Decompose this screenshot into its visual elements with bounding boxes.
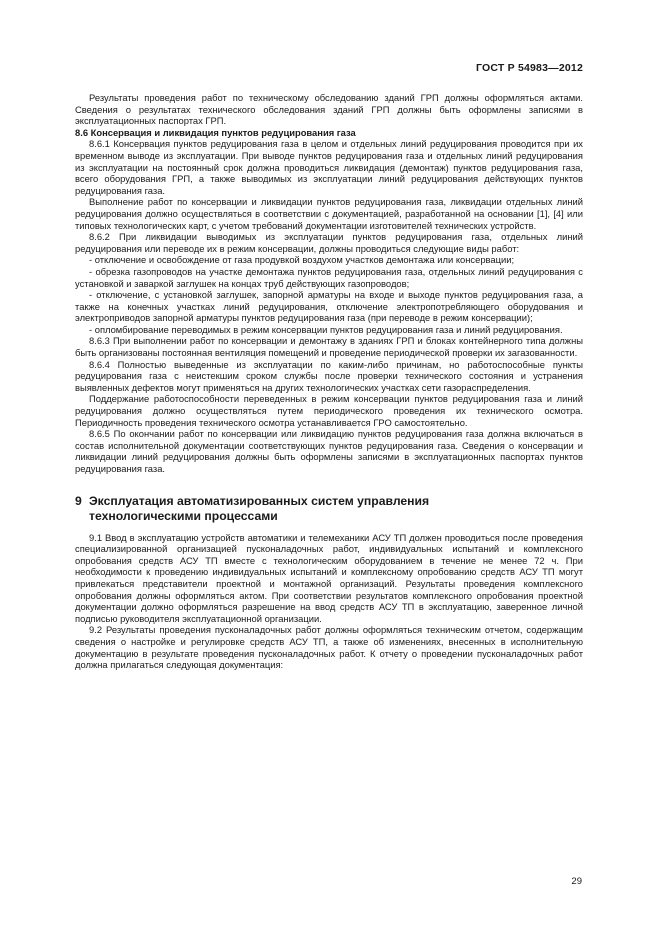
list-item-8-6-2-a: - отключение и освобождение от газа продувкой воздухом участков демонтажа или консервации; (89, 254, 515, 266)
list-item-8-6-2-d: - опломбирование переводимых в режим консервации пунктов редуцирования газа и линий редуцирования. (89, 323, 563, 335)
paragraph-8-6-4: 8.6.4 Полностью выведенные из эксплуатации по каким-либо причинам, но работоспособные пункты редуцирования газа с неистекшим сроком службы после проверки технического состояния и устранения выявленных дефектов могут применяться на других технологических участках сети газораспределения. (75, 358, 583, 393)
section-9-heading-line1: Эксплуатация автоматизированных систем управления (89, 493, 430, 508)
intro-paragraph: Результаты проведения работ по техническому обследованию зданий ГРП должны оформляться актами. Сведения о результатах технического обследования зданий ГРП должны быть оформлены записями в эксплуатационных паспортах ГРП. (75, 92, 583, 127)
paragraph-8-6-4-b: Поддержание работоспособности переведенных в режим консервации пунктов редуцирования газа и линий редуцирования должно осуществляться путем периодического проведения их технического осмотра. Периодичность проведения технического осмотра устанавливается ГРО самостоятельно. (75, 393, 583, 428)
document-body (75, 92, 583, 671)
document-id-header: ГОСТ Р 54983—2012 (475, 62, 583, 74)
list-item-8-6-2-b: - обрезка газопроводов на участке демонтажа пунктов редуцирования газа, отдельных линий редуцирования с установкой и заваркой заглушек на концах труб действующих газопроводов; (75, 265, 583, 289)
paragraph-8-6-1-b: Выполнение работ по консервации и ликвидации пунктов редуцирования газа, ликвидации отдельных линий редуцирования должно осуществляться в соответствии с документацией, разработанной на основании [1], [4] или типовых технологических карт, с учетом требований документации изготовителей технических устройств. (75, 196, 583, 231)
section-9-heading (75, 494, 583, 524)
paragraph-8-6-2: 8.6.2 При ликвидации выводимых из эксплуатации пунктов редуцирования газа, отдельных линий редуцирования или переводе их в режим консервации, должны проводиться следующие виды работ: (75, 231, 583, 254)
section-9-number: 9 (75, 493, 82, 508)
paragraph-8-6-1: 8.6.1 Консервация пунктов редуцирования газа в целом и отдельных линий редуцирования проводится при их временном выводе из эксплуатации. При выводе пунктов редуцирования газа и отдельных линий редуцирования из эксплуатации на постоянный срок должна проводиться ликвидация (демонтаж) пунктов редуцирования газа, всего оборудования ГРП, а также выводимых из эксплуатации линий редуцирования действующих пунктов редуцирования газа. (75, 138, 583, 196)
paragraph-8-6-5: 8.6.5 По окончании работ по консервации или ликвидацию пунктов редуцирования газа должна включаться в состав исполнительной документации соответствующих пунктов редуцирования газа. Сведения о консервации и ликвидации линий редуцирования должны быть оформлены записями в эксплуатационных паспортах пунктов редуцирования газа. (75, 428, 583, 474)
page-number: 29 (571, 876, 582, 887)
paragraph-8-6-3: 8.6.3 При выполнении работ по консервации и демонтажу в зданиях ГРП и блоках контейнерного типа должны быть организованы постоянная вентиляция помещений и проведение периодической проверки их загазованности. (75, 335, 583, 359)
paragraph-9-1: 9.1 Ввод в эксплуатацию устройств автоматики и телемеханики АСУ ТП должен проводиться после проведения специализированной организацией пусконаладочных работ, индивидуальных испытаний и комплексного опробования средств АСУ ТП вместе с технологическим оборудованием в течение не менее 72 ч. При необходимости к проведению индивидуальных испытаний и комплексному опробованию средств АСУ ТП могут привлекаться представители проектной и монтажной организаций. Результаты проведения комплексного опробования должны оформляться актом. При соответствии результатов комплексного опробования проектной документации должно оформляться разрешение на ввод средств АСУ ТП в эксплуатацию, заверенное личной подписью руководителя эксплуатационной организации. (75, 531, 583, 624)
paragraph-9-2: 9.2 Результаты проведения пусконаладочных работ должны оформляться техническим отчетом, содержащим сведения о настройке и регулировке средств АСУ ТП, а также об изменениях, внесенных в исполнительную документацию в результате проведения пусконаладочных работ. К отчету о проведении пусконаладочных работ должна прилагаться следующая документация: (75, 624, 583, 671)
list-item-8-6-2-c: - отключение, с установкой заглушек, запорной арматуры на входе и выходе пунктов редуцирования газа, а также на конечных участках линий редуцирования, отключение электропотребляющего оборудования и электроприводов запорной арматуры пунктов редуцирования газа (при переводе в режим консервации); (75, 289, 583, 324)
section-9-heading-line2: технологическими процессами (89, 508, 278, 523)
section-8-6-heading: 8.6 Консервация и ликвидация пунктов редуцирования газа (75, 126, 356, 138)
